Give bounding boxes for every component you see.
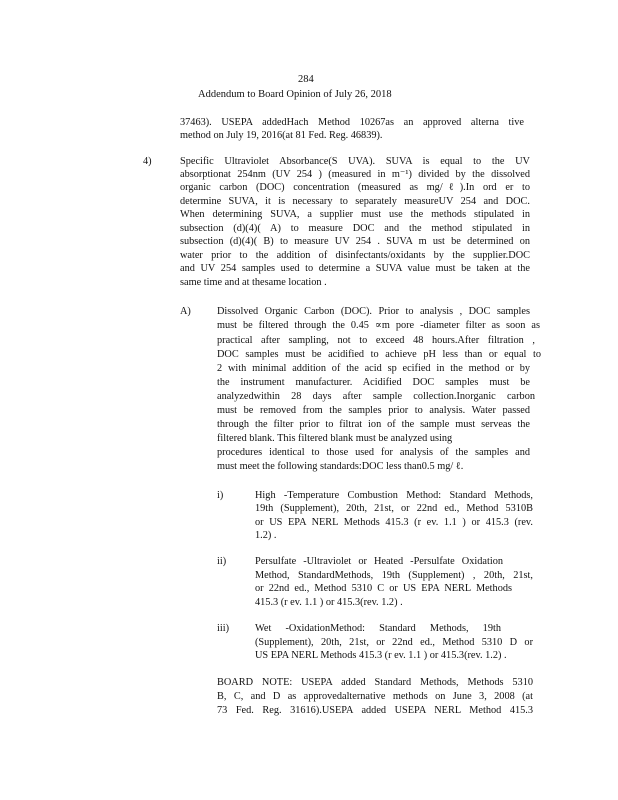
page-number: 284: [298, 74, 314, 85]
sub-item-line: Wet -OxidationMethod: Standard Methods, 19th: [255, 623, 501, 634]
item-a-line: analyzedwithin 28 days after sample collection.Inorganic carbon: [217, 391, 535, 402]
item-marker: A): [180, 306, 191, 317]
sub-item-line: (Supplement), 20th, 21st, or 22nd ed., Method 5310 D or: [255, 637, 533, 648]
sub-item-line: or 22nd ed., Method 5310 C or US EPA NERL Methods: [255, 583, 512, 594]
sub-item-line: Persulfate -Ultraviolet or Heated -Persulfate Oxidation: [255, 556, 503, 567]
item-4-line: and UV 254 samples used to determine a SUVA value must be taken at the: [180, 263, 530, 274]
item-4-line: absorptionat 254nm (UV 254 ) (measured in m⁻¹) divided by the dissolved: [180, 169, 530, 180]
sub-item-line: or US EPA NERL Methods 415.3 (r ev. 1.1 ) or 415.3 (rev.: [255, 517, 533, 528]
intro-line: 37463). USEPA addedHach Method 10267as an approved alterna tive: [180, 117, 524, 128]
sub-item-line: US EPA NERL Methods 415.3 (r ev. 1.1 ) or 415.3(rev. 1.2) .: [255, 650, 507, 661]
item-a-line: practical after sampling, not to exceed 48 hours.After filtration ,: [217, 335, 535, 346]
sub-item-marker: iii): [217, 623, 230, 634]
sub-item-line: 1.2) .: [255, 530, 277, 541]
sub-item-marker: i): [217, 490, 224, 501]
item-marker: 4): [143, 156, 152, 167]
item-a-line: must meet the following standards:DOC less than0.5 mg/ ℓ.: [217, 461, 464, 472]
board-note-line: 73 Fed. Reg. 31616).USEPA added USEPA NERL Method 415.3: [217, 705, 533, 716]
item-a-line: must be removed from the samples prior to analysis. Water passed: [217, 405, 530, 416]
board-note-line: BOARD NOTE: USEPA added Standard Methods, Methods 5310: [217, 677, 533, 688]
board-note-line: B, C, and D as approvedalternative methods on June 3, 2008 (at: [217, 691, 533, 702]
item-4-line: organic carbon (DOC) concentration (measured as mg/ℓ).In ord er to: [180, 182, 530, 193]
item-a-line: procedures identical to those used for analysis of the samples and: [217, 447, 530, 458]
item-a-line: filtered blank. This filtered blank must be analyzed using: [217, 433, 453, 444]
item-4-line: water prior to the addition of disinfectants/oxidants by the supplier.DOC: [180, 250, 530, 261]
item-4-line: subsection (d)(4)( B) to measure UV 254 . SUVA m ust be determined on: [180, 236, 530, 247]
intro-line: method on July 19, 2016(at 81 Fed. Reg. 46839).: [180, 130, 383, 141]
item-a-line: must be filtered through the 0.45 ∝m pore -diameter filter as soon as: [217, 320, 540, 331]
item-4-line: Specific Ultraviolet Absorbance(S UVA). SUVA is equal to the UV: [180, 156, 530, 167]
item-a-line: through the filter prior to filtrat ion of the sample must serveas the: [217, 419, 530, 430]
sub-item-line: 19th (Supplement), 20th, 21st, or 22nd ed., Method 5310B: [255, 503, 533, 514]
item-a-line: DOC samples must be acidified to achieve pH less than or equal to: [217, 349, 541, 360]
sub-item-line: 415.3 (r ev. 1.1 ) or 415.3(rev. 1.2) .: [255, 597, 403, 608]
item-4-line: subsection (d)(4)( A) to measure DOC and the method stipulated in: [180, 223, 530, 234]
item-a-line: the instrument manufacturer. Acidified DOC samples must be: [217, 377, 530, 388]
page-header-title: Addendum to Board Opinion of July 26, 2018: [198, 89, 392, 100]
item-a-line: 2 with minimal addition of the acid sp ecified in the method or by: [217, 363, 530, 374]
item-a-line: Dissolved Organic Carbon (DOC). Prior to analysis , DOC samples: [217, 306, 530, 317]
sub-item-line: Method, StandardMethods, 19th (Supplement) , 20th, 21st,: [255, 570, 533, 581]
sub-item-line: High -Temperature Combustion Method: Standard Methods,: [255, 490, 533, 501]
item-4-line: same time and at thesame location .: [180, 277, 327, 288]
item-4-line: determine SUVA, it is necessary to separately measureUV 254 and DOC.: [180, 196, 530, 207]
item-4-line: When determining SUVA, a supplier must use the methods stipulated in: [180, 209, 530, 220]
sub-item-marker: ii): [217, 556, 227, 567]
